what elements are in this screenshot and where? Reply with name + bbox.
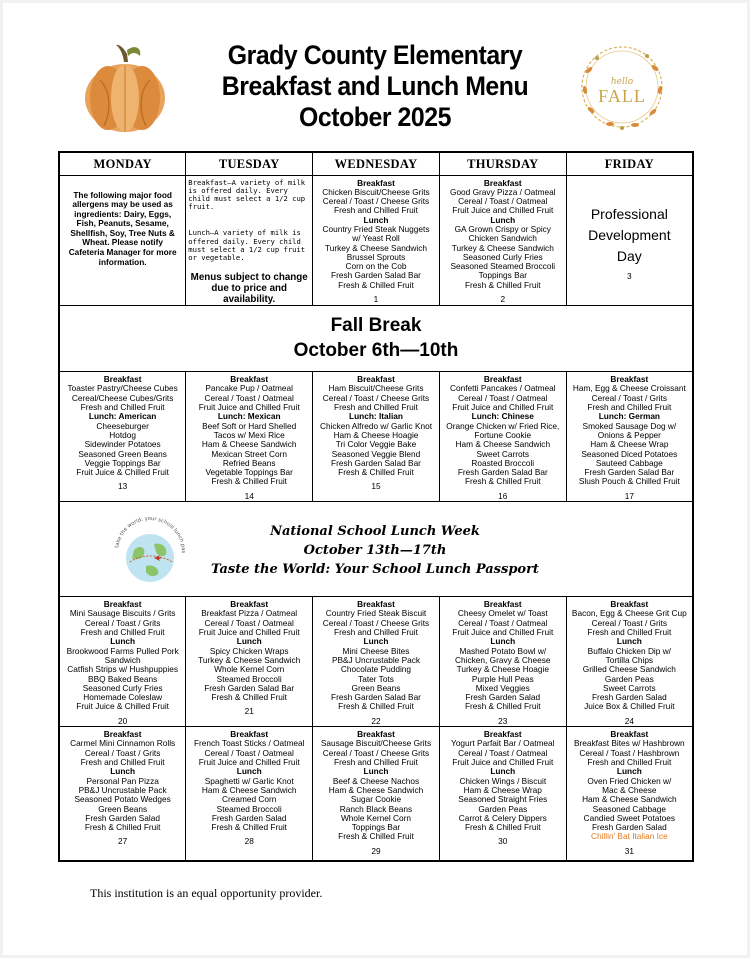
menu-item: Seasoned Curly Fries (462, 251, 543, 262)
menu-item: Fresh & Chilled Fruit (211, 476, 287, 487)
meal-heading: Breakfast (483, 599, 522, 610)
menu-item: Spicy Chicken Wraps (209, 645, 289, 656)
menu-item: Sidewinder Potatoes (84, 439, 161, 450)
menu-item: Homemade Coleslaw (83, 692, 163, 703)
menu-item: Catfish Strips w/ Hushpuppies (67, 664, 178, 675)
meal-heading: Breakfast (103, 729, 142, 740)
menu-item: Oven Fried Chicken w/ (587, 775, 672, 786)
breakfast-milk-notice: Breakfast—A variety of milk is offered daily. Every child must select a 1/2 cup fruit. (188, 177, 306, 212)
meal-heading: Breakfast (483, 177, 522, 188)
lunch-week-theme: Taste the World: Your School Lunch Passport (211, 562, 539, 578)
menu-item: Fresh & Chilled Fruit (464, 279, 541, 290)
menu-item: Chicken Wings / Biscuit (459, 775, 547, 786)
menu-item: Fresh & Chilled Fruit (464, 701, 541, 712)
menu-item: Seasoned Diced Potatoes (581, 448, 678, 459)
menu-day-cell (439, 727, 566, 861)
menu-day-cell (313, 175, 440, 306)
day-number: 23 (498, 715, 508, 726)
menu-item: Grilled Cheese Sandwich (582, 664, 676, 675)
menu-item: Sweet Carrots (476, 448, 530, 459)
menu-day-cell (439, 372, 566, 502)
menu-day-cell (566, 372, 693, 502)
menu-item: Mexican Street Corn (211, 448, 287, 459)
menu-item: Seasoned Veggie Blend (331, 448, 421, 459)
menu-calendar-table (58, 151, 694, 862)
fall-break-dates: October 6th—10th (293, 340, 459, 362)
meal-heading: Lunch (616, 766, 642, 777)
meal-heading: Lunch (363, 636, 389, 647)
menu-item: Cereal / Toast / Grits (84, 747, 161, 758)
menu-item: Turkey & Cheese Sandwich (451, 242, 554, 253)
menu-item: Chocolate Pudding (340, 664, 412, 675)
menu-day-cell (313, 727, 440, 861)
equal-opportunity-footer: This institution is an equal opportunity provider. (90, 886, 323, 900)
menu-day-cell (439, 175, 566, 306)
menu-item: Fresh and Chilled Fruit (80, 402, 165, 413)
week-row-1 (59, 175, 693, 306)
menu-item: Fresh & Chilled Fruit (338, 831, 414, 842)
menu-item: Fresh Garden Salad Bar (204, 682, 295, 693)
allergen-notice-cell (59, 175, 186, 306)
menu-item: Turkey & Cheese Sandwich (324, 242, 428, 253)
menu-item: Turkey & Cheese Hoagie (456, 664, 549, 675)
menu-item: Cheeseburger (96, 420, 149, 431)
menu-item: Juice Box & Chilled Fruit (584, 701, 675, 712)
menu-item: Ham & Cheese Hoagie (333, 429, 419, 440)
menu-item: Ham & Cheese Sandwich (455, 439, 551, 450)
menu-item: Sauteed Cabbage (595, 457, 663, 468)
menu-item: Ham & Cheese Sandwich (201, 784, 297, 795)
menu-item: Seasoned Potato Wedges (74, 794, 171, 805)
week-row-3 (59, 597, 693, 727)
menu-item: Fresh and Chilled Fruit (587, 757, 672, 768)
header-monday: MONDAY (59, 152, 186, 175)
menu-item: Brussel Sprouts (346, 251, 406, 262)
menu-item: Fresh Garden Salad (591, 692, 667, 703)
special-treat: Chillin' Bat Italian Ice (590, 831, 668, 842)
menu-item: Fresh & Chilled Fruit (464, 822, 541, 833)
meal-heading: Lunch (363, 766, 389, 777)
fall-break-title: Fall Break (330, 315, 422, 337)
menu-item: Fresh and Chilled Fruit (334, 757, 418, 768)
menu-item: Seasoned Curly Fries (82, 682, 163, 693)
menu-item: Toaster Pastry/Cheese Cubes (67, 383, 178, 394)
menu-day-cell (186, 372, 313, 502)
menu-item: Fresh & Chilled Fruit (211, 692, 287, 703)
menu-item: Tri Color Veggie Bake (335, 439, 417, 450)
meal-heading: Lunch (490, 214, 516, 225)
menu-item: Steamed Broccoli (216, 803, 282, 814)
day-number: 22 (371, 715, 381, 726)
menu-item: Fresh Garden Salad Bar (331, 457, 421, 468)
menu-day-cell (439, 597, 566, 727)
menu-item: Pancake Pup / Oatmeal (205, 383, 294, 394)
menu-item: Sandwich (104, 654, 141, 665)
week-row-2 (59, 372, 693, 502)
meal-heading: Lunch: Mexican (217, 411, 281, 422)
menu-item: Candied Sweet Potatoes (583, 812, 675, 823)
day-number: 21 (244, 706, 254, 717)
menu-item: Country Fried Steak Nuggets (322, 223, 430, 234)
menu-subject-notice: Menus subject to change due to price and availability. (190, 272, 308, 306)
meal-heading: Lunch: Italian (349, 411, 403, 422)
menu-item: Cereal/Cheese Cubes/Grits (71, 392, 174, 403)
menu-item: Fresh and Chilled Fruit (80, 627, 165, 638)
menu-item: Fortune Cookie (474, 429, 532, 440)
lunch-milk-notice: Lunch—A variety of milk is offered daily. Every child must select a 1/2 cup fruit or vegetable. (188, 228, 306, 262)
menu-item: Fresh Garden Salad (591, 822, 667, 833)
day-number: 30 (498, 836, 508, 847)
menu-item: Cereal / Toast / Oatmeal (458, 617, 548, 628)
menu-item: PB&J Uncrustable Pack (78, 784, 167, 795)
day-number: 27 (118, 836, 128, 847)
day-number: 3 (627, 270, 632, 281)
pd-line-3: Day (616, 247, 642, 264)
menu-day-cell (566, 597, 693, 727)
day-number: 28 (244, 836, 254, 847)
menu-day-cell (186, 727, 313, 861)
lunch-week-dates: October 13th—17th (303, 543, 447, 559)
menu-item: Fresh and Chilled Fruit (334, 402, 418, 413)
menu-item: Fruit Juice and Chilled Fruit (198, 757, 300, 768)
menu-item: Fresh and Chilled Fruit (334, 627, 418, 638)
lunch-week-title: National School Lunch Week (270, 524, 480, 540)
menu-item: Cereal / Toast / Grits (591, 392, 668, 403)
hello-fall-wreath-logo (575, 40, 670, 135)
menu-item: GA Grown Crispy or Spicy (454, 223, 551, 234)
menu-item: Cereal / Toast / Oatmeal (204, 747, 294, 758)
menu-item: Whole Kernel Corn (214, 664, 285, 675)
menu-item: Mini Sausage Biscuits / Grits (69, 608, 176, 619)
meal-heading: Lunch: American (88, 411, 157, 422)
globe-passport-icon (110, 514, 190, 586)
menu-item: Fresh Garden Salad Bar (457, 467, 548, 478)
meal-heading: Breakfast (610, 599, 649, 610)
day-number: 14 (244, 490, 254, 501)
meal-heading: Breakfast (483, 374, 522, 385)
menu-item: Fresh and Chilled Fruit (587, 627, 672, 638)
meal-heading: Breakfast (103, 599, 142, 610)
menu-item: Fresh & Chilled Fruit (338, 701, 414, 712)
menu-item: Fresh & Chilled Fruit (338, 467, 414, 478)
header-friday: FRIDAY (566, 152, 693, 175)
menu-item: Ham & Cheese Wrap (463, 784, 542, 795)
menu-item: Onions & Pepper (597, 429, 661, 440)
menu-item: Green Beans (98, 803, 148, 814)
menu-item: Mashed Potato Bowl w/ (459, 645, 547, 656)
menu-item: Toppings Bar (351, 822, 401, 833)
meal-heading: Breakfast (230, 599, 269, 610)
menu-item: Turkey & Cheese Sandwich (198, 654, 301, 665)
meal-heading: Breakfast (357, 177, 395, 188)
menu-item: Mac & Cheese (602, 784, 657, 795)
menu-item: Seasoned Green Beans (78, 448, 167, 459)
meal-heading: Breakfast (610, 729, 649, 740)
meal-heading: Breakfast (483, 729, 522, 740)
menu-item: Seasoned Cabbage (592, 803, 667, 814)
menu-item: Smoked Sausage Dog w/ (582, 420, 677, 431)
lunch-week-banner (59, 502, 693, 597)
day-number: 31 (624, 845, 634, 856)
menu-item: Beef & Cheese Nachos (332, 775, 420, 786)
menu-item: Fresh & Chilled Fruit (211, 822, 287, 833)
menu-item: Chicken Sandwich (468, 233, 537, 244)
title-menu: Breakfast and Lunch Menu (221, 71, 529, 101)
meal-heading: Lunch (363, 214, 389, 225)
menu-item: Fresh and Chilled Fruit (80, 757, 165, 768)
menu-item: Cereal / Toast / Cheese Grits (322, 747, 430, 758)
allergen-notice: The following major food allergens may be used as ingredients: Dairy, Eggs, Fish, Peanuts, Sesame, Shellfish, Soy, Tree Nuts & Wheat. Please notify Cafeteria Manager for more information. (68, 189, 177, 267)
menu-day-cell (59, 372, 186, 502)
fall-logo-big-text: FALL (598, 86, 646, 106)
day-number: 24 (624, 715, 634, 726)
pumpkin-icon (80, 40, 170, 135)
menu-item: Chicken, Gravy & Cheese (455, 654, 551, 665)
meal-heading: Breakfast (610, 374, 649, 385)
globe-arc-text: take the world: your school lunch pas (114, 516, 187, 554)
menu-item: Brookwood Farms Pulled Pork (66, 645, 179, 656)
menu-item: Sugar Cookie (350, 794, 402, 805)
menu-item: Spaghetti w/ Garlic Knot (204, 775, 294, 786)
menu-item: Buffalo Chicken Dip w/ (587, 645, 671, 656)
menu-item: Fruit Juice and Chilled Fruit (452, 205, 554, 216)
menu-item: Cereal / Toast / Oatmeal (204, 392, 294, 403)
menu-day-cell (186, 597, 313, 727)
menu-item: Toppings Bar (478, 270, 527, 281)
menu-item: Sausage Biscuit/Cheese Grits (320, 738, 432, 749)
menu-item: Cereal / Toast / Oatmeal (458, 392, 548, 403)
day-number: 16 (498, 490, 508, 501)
menu-day-cell (59, 727, 186, 861)
menu-item: Cereal / Toast / Oatmeal (458, 196, 548, 207)
menu-item: French Toast Sticks / Oatmeal (193, 738, 305, 749)
menu-item: Corn on the Cob (345, 261, 407, 272)
menu-item: Green Beans (351, 682, 401, 693)
meal-heading: Breakfast (357, 374, 395, 385)
pd-line-1: Professional (590, 205, 668, 222)
day-number: 13 (118, 481, 128, 492)
meal-heading: Breakfast (357, 729, 395, 740)
menu-item: Ham, Egg & Cheese Croissant (572, 383, 686, 394)
menu-item: Cereal / Toast / Oatmeal (458, 747, 548, 758)
menu-item: Fruit Juice and Chilled Fruit (452, 402, 554, 413)
fall-break-row (59, 306, 693, 372)
menu-item: Cheesy Omelet w/ Toast (457, 608, 548, 619)
menu-item: Cereal / Toast / Grits (591, 617, 668, 628)
fall-break-banner (59, 306, 693, 372)
menu-item: Fresh and Chilled Fruit (587, 402, 672, 413)
page-title (185, 40, 565, 133)
menu-item: Garden Peas (478, 803, 528, 814)
week-row-4 (59, 727, 693, 861)
menu-item: BBQ Baked Beans (88, 673, 158, 684)
menu-item: Fresh Garden Salad Bar (331, 692, 421, 703)
menu-item: Seasoned Steamed Broccoli (450, 261, 556, 272)
menu-item: Fruit Juice and Chilled Fruit (452, 627, 554, 638)
meal-heading: Lunch: Chinese (471, 411, 534, 422)
menu-item: Sweet Carrots (603, 682, 656, 693)
title-month: October 2025 (299, 102, 451, 132)
meal-heading: Lunch (236, 766, 262, 777)
menu-item: Tater Tots (358, 673, 394, 684)
menu-item: Cereal / Toast / Oatmeal (204, 617, 294, 628)
menu-item: Fruit Juice & Chilled Fruit (76, 467, 169, 478)
menu-item: Ham Biscuit/Cheese Grits (328, 383, 424, 394)
menu-item: Chicken Alfredo w/ Garlic Knot (319, 420, 433, 431)
meal-heading: Breakfast (230, 374, 269, 385)
menu-day-cell (566, 727, 693, 861)
meal-heading: Lunch (110, 636, 136, 647)
menu-day-cell (59, 597, 186, 727)
menu-item: Tacos w/ Mexi Rice (213, 429, 285, 440)
menu-item: Cereal / Toast / Hashbrown (579, 747, 680, 758)
menu-item: Breakfast Pizza / Oatmeal (201, 608, 298, 619)
menu-item: Hotdog (109, 429, 137, 440)
menu-item: Refried Beans (222, 457, 276, 468)
menu-item: w/ Yeast Roll (352, 233, 400, 244)
menu-item: Country Fried Steak Biscuit (325, 608, 427, 619)
menu-item: Fresh Garden Salad (465, 692, 541, 703)
meal-heading: Breakfast (230, 729, 269, 740)
fall-logo-small-text: hello (610, 77, 634, 87)
menu-item: Fresh & Chilled Fruit (464, 476, 541, 487)
menu-item: Ham & Cheese Sandwich (582, 794, 677, 805)
meal-heading: Breakfast (357, 599, 395, 610)
weekday-header-row (59, 152, 693, 175)
menu-item: Vegetable Toppings Bar (205, 467, 293, 478)
menu-item: Breakfast Bites w/ Hashbrown (574, 738, 685, 749)
menu-item: Creamed Corn (221, 794, 277, 805)
day-number: 2 (500, 294, 506, 305)
menu-item: Carmel Mini Cinnamon Rolls (70, 738, 176, 749)
menu-item: Garden Peas (604, 673, 654, 684)
menu-item: Fruit Juice and Chilled Fruit (198, 402, 300, 413)
menu-item: Confetti Pancakes / Oatmeal (449, 383, 556, 394)
menu-item: Fruit Juice and Chilled Fruit (198, 627, 300, 638)
menu-item: Ham & Cheese Sandwich (328, 784, 424, 795)
day-number: 17 (624, 490, 634, 501)
menu-item: Cereal / Toast / Cheese Grits (322, 196, 430, 207)
menu-item: Fresh Garden Salad Bar (331, 270, 421, 281)
menu-item: Carrot & Celery Dippers (458, 812, 547, 823)
day-number: 29 (371, 845, 381, 856)
lunch-week-row (59, 502, 693, 597)
meal-heading: Lunch (110, 766, 136, 777)
meal-heading: Lunch (616, 636, 642, 647)
header-tuesday: TUESDAY (186, 152, 313, 175)
menu-item: Fresh and Chilled Fruit (334, 205, 418, 216)
meal-heading: Lunch (236, 636, 262, 647)
menu-day-cell (313, 597, 440, 727)
menu-item: Ham & Cheese Wrap (590, 439, 669, 450)
menu-item: Seasoned Straight Fries (458, 794, 548, 805)
menu-item: Cereal / Toast / Cheese Grits (322, 617, 430, 628)
menu-item: Whole Kernel Corn (340, 812, 412, 823)
meal-heading: Lunch: German (598, 411, 660, 422)
menu-item: Fruit Juice and Chilled Fruit (452, 757, 554, 768)
menu-item: Fresh Garden Salad Bar (584, 467, 675, 478)
menu-item: Good Gravy Pizza / Oatmeal (449, 186, 556, 197)
menu-item: Fresh Garden Salad (211, 812, 287, 823)
menu-item: Tortilla Chips (605, 654, 654, 665)
day-number: 1 (373, 294, 379, 305)
menu-item: Roasted Broccoli (471, 457, 535, 468)
menu-item: Mixed Veggies (475, 682, 530, 693)
menu-item: Ham & Cheese Sandwich (201, 439, 297, 450)
meal-heading: Breakfast (103, 374, 142, 385)
header-wednesday: WEDNESDAY (313, 152, 440, 175)
professional-day-cell (566, 175, 693, 306)
menu-item: Cereal / Toast / Grits (84, 617, 161, 628)
menu-item: Chicken Biscuit/Cheese Grits (322, 186, 430, 197)
menu-item: Fresh & Chilled Fruit (84, 822, 161, 833)
menu-item: Yogurt Parfait Bar / Oatmeal (451, 738, 555, 749)
menu-item: Fresh Garden Salad (85, 812, 160, 823)
menu-item: Ranch Black Beans (339, 803, 413, 814)
menu-item: Purple Hull Peas (471, 673, 534, 684)
menu-item: Orange Chicken w/ Fried Rice, (446, 420, 560, 431)
menu-item: Slush Pouch & Chilled Fruit (578, 476, 680, 487)
menu-day-cell (313, 372, 440, 502)
pd-line-2: Development (588, 226, 671, 243)
meal-heading: Lunch (490, 636, 516, 647)
day-number: 15 (371, 481, 381, 492)
day-number: 20 (118, 715, 128, 726)
meal-heading: Lunch (490, 766, 516, 777)
header-thursday: THURSDAY (439, 152, 566, 175)
menu-item: Veggie Toppings Bar (84, 457, 161, 468)
menu-item: Steamed Broccoli (216, 673, 282, 684)
menu-item: Mini Cheese Bites (342, 645, 410, 656)
menu-item: Fresh & Chilled Fruit (338, 279, 414, 290)
menu-item: PB&J Uncrustable Pack (331, 654, 421, 665)
milk-notice-cell (186, 175, 313, 306)
menu-item: Beef Soft or Hard Shelled (202, 420, 297, 431)
title-school: Grady County Elementary (227, 40, 523, 70)
menu-item: Bacon, Egg & Cheese Grit Cup (571, 608, 687, 619)
menu-item: Fruit Juice & Chilled Fruit (76, 701, 169, 712)
menu-item: Personal Pan Pizza (86, 775, 159, 786)
menu-item: Cereal / Toast / Cheese Grits (322, 392, 430, 403)
